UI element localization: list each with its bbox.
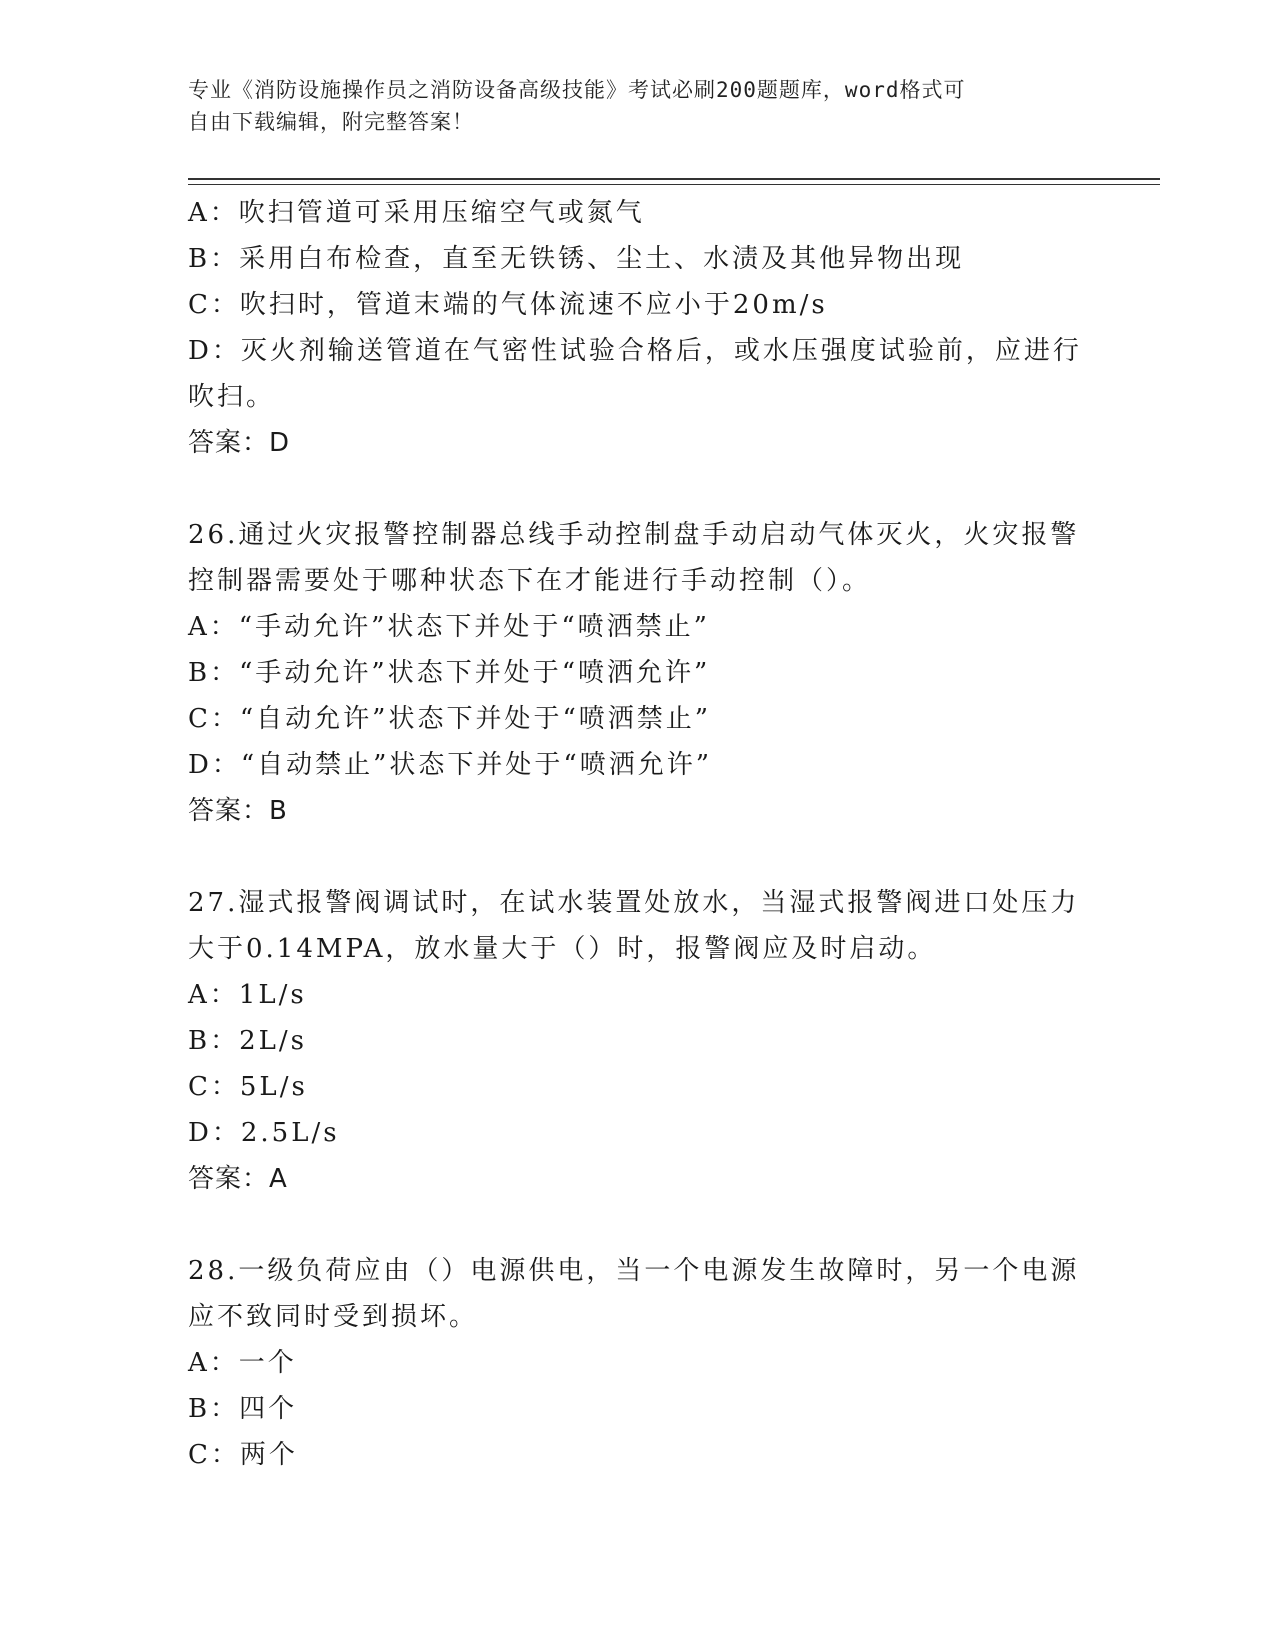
- header-divider-thin: [188, 184, 1160, 185]
- option-b: B：四个: [188, 1394, 298, 1424]
- question-25-continued: [188, 190, 1088, 466]
- answer-label: 答案：B: [188, 796, 288, 826]
- question-stem-line: 27.湿式报警阀调试时，在试水装置处放水，当湿式报警阀进口处压力: [188, 888, 1080, 918]
- option-a: A：一个: [188, 1348, 297, 1378]
- question-26: [188, 512, 1088, 834]
- option-d-continued: 吹扫。: [188, 382, 276, 412]
- question-27: [188, 880, 1088, 1202]
- question-stem-line: 应不致同时受到损坏。: [188, 1302, 479, 1332]
- header-divider-thick: [188, 178, 1160, 180]
- header-line-1: 专业《消防设施操作员之消防设备高级技能》考试必刷200题题库，word格式可: [188, 78, 966, 102]
- answer-label: 答案：A: [188, 1164, 288, 1194]
- question-stem-line: 26.通过火灾报警控制器总线手动控制盘手动启动气体灭火，火灾报警: [188, 520, 1080, 550]
- question-stem-line: 28.一级负荷应由（）电源供电，当一个电源发生故障时，另一个电源: [188, 1256, 1080, 1286]
- option-a: A：“手动允许”状态下并处于“喷洒禁止”: [188, 612, 710, 642]
- option-a: A：吹扫管道可采用压缩空气或氮气: [188, 198, 645, 228]
- option-c: C：吹扫时，管道末端的气体流速不应小于20m/s: [188, 290, 828, 320]
- option-d: D：2.5L/s: [188, 1118, 340, 1148]
- question-28: [188, 1248, 1088, 1478]
- option-a: A：1L/s: [188, 980, 307, 1010]
- option-c: C：5L/s: [188, 1072, 308, 1102]
- option-b: B：采用白布检查，直至无铁锈、尘土、水渍及其他异物出现: [188, 244, 965, 274]
- option-d: D：灭火剂输送管道在气密性试验合格后，或水压强度试验前，应进行: [188, 336, 1082, 366]
- option-c: C：“自动允许”状态下并处于“喷洒禁止”: [188, 704, 712, 734]
- question-stem-line: 控制器需要处于哪种状态下在才能进行手动控制（）。: [188, 566, 872, 596]
- option-d: D：“自动禁止”状态下并处于“喷洒允许”: [188, 750, 713, 780]
- question-list: [188, 190, 1088, 1478]
- header-line-2: 自由下载编辑，附完整答案！: [188, 110, 474, 134]
- answer-label: 答案：D: [188, 428, 291, 458]
- document-header: [188, 74, 1068, 138]
- question-stem-line: 大于0.14MPA，放水量大于（）时，报警阀应及时启动。: [188, 934, 937, 964]
- option-b: B：2L/s: [188, 1026, 308, 1056]
- option-c: C：两个: [188, 1440, 298, 1470]
- option-b: B：“手动允许”状态下并处于“喷洒允许”: [188, 658, 711, 688]
